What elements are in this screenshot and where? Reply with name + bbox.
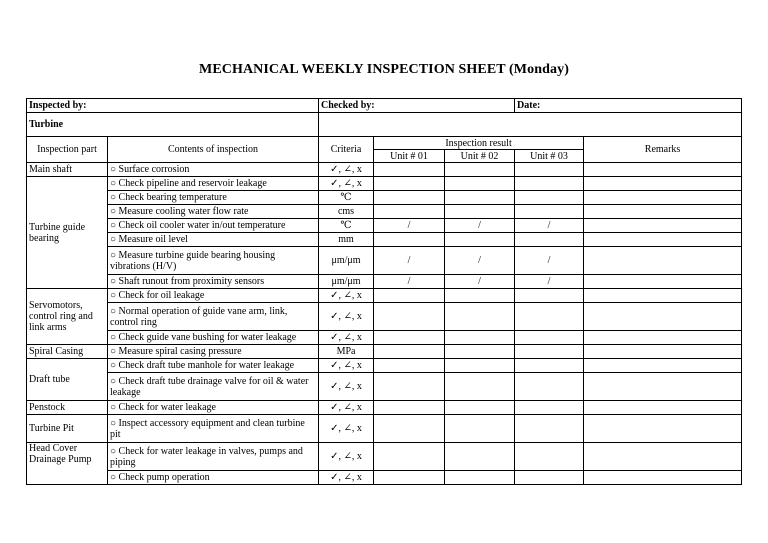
col-header-contents: Contents of inspection xyxy=(108,137,319,163)
remarks-cell[interactable] xyxy=(584,177,742,191)
unit1-cell[interactable] xyxy=(374,163,445,177)
remarks-cell[interactable] xyxy=(584,163,742,177)
unit2-cell[interactable]: / xyxy=(445,247,515,275)
table-row xyxy=(27,219,742,233)
unit2-cell[interactable] xyxy=(445,331,515,345)
content-cell: ○ Shaft runout from proximity sensors xyxy=(108,275,319,289)
unit1-cell[interactable] xyxy=(374,373,445,401)
content-cell: ○ Measure cooling water flow rate xyxy=(108,205,319,219)
criteria-cell: mm xyxy=(319,233,374,247)
table-row xyxy=(27,331,742,345)
col-header-unit3: Unit # 03 xyxy=(515,150,584,163)
content-cell: ○ Check for water leakage xyxy=(108,401,319,415)
unit3-cell[interactable]: / xyxy=(515,219,584,233)
unit2-cell[interactable]: / xyxy=(445,219,515,233)
unit2-cell[interactable] xyxy=(445,345,515,359)
criteria-cell: μm/μm xyxy=(319,247,374,275)
unit1-cell[interactable] xyxy=(374,401,445,415)
unit3-cell[interactable] xyxy=(515,373,584,401)
table-row xyxy=(27,275,742,289)
remarks-cell[interactable] xyxy=(584,205,742,219)
criteria-cell: ✓, ∠, x xyxy=(319,415,374,443)
content-cell: ○ Check draft tube manhole for water leakage xyxy=(108,359,319,373)
unit3-cell[interactable] xyxy=(515,471,584,485)
unit3-cell[interactable] xyxy=(515,303,584,331)
unit1-cell[interactable]: / xyxy=(374,247,445,275)
table-row xyxy=(27,443,742,471)
unit3-cell[interactable]: / xyxy=(515,247,584,275)
unit1-cell[interactable] xyxy=(374,471,445,485)
part-label: Turbine guide bearing xyxy=(27,177,108,289)
part-label: Head Cover Drainage Pump xyxy=(27,443,108,485)
unit1-cell[interactable] xyxy=(374,359,445,373)
unit2-cell[interactable] xyxy=(445,289,515,303)
unit3-cell[interactable] xyxy=(515,205,584,219)
table-row xyxy=(27,247,742,275)
unit3-cell[interactable] xyxy=(515,359,584,373)
criteria-cell: ✓, ∠, x xyxy=(319,373,374,401)
content-cell: ○ Check pump operation xyxy=(108,471,319,485)
date-field[interactable]: Date: xyxy=(515,99,742,113)
unit2-cell[interactable]: / xyxy=(445,275,515,289)
table-row xyxy=(27,289,742,303)
criteria-cell: ✓, ∠, x xyxy=(319,303,374,331)
remarks-cell[interactable] xyxy=(584,345,742,359)
unit1-cell[interactable] xyxy=(374,233,445,247)
sheet-title: MECHANICAL WEEKLY INSPECTION SHEET (Monday) xyxy=(199,62,569,77)
criteria-cell: μm/μm xyxy=(319,275,374,289)
unit3-cell[interactable] xyxy=(515,289,584,303)
unit3-cell[interactable] xyxy=(515,163,584,177)
unit2-cell[interactable] xyxy=(445,359,515,373)
criteria-cell: MPa xyxy=(319,345,374,359)
table-row xyxy=(27,415,742,443)
part-label: Main shaft xyxy=(27,163,108,177)
unit3-cell[interactable] xyxy=(515,331,584,345)
unit1-cell[interactable] xyxy=(374,205,445,219)
remarks-cell[interactable] xyxy=(584,247,742,275)
criteria-cell: ✓, ∠, x xyxy=(319,443,374,471)
criteria-cell: ✓, ∠, x xyxy=(319,471,374,485)
criteria-cell: ✓, ∠, x xyxy=(319,359,374,373)
remarks-cell[interactable] xyxy=(584,359,742,373)
unit3-cell[interactable] xyxy=(515,401,584,415)
part-label: Draft tube xyxy=(27,359,108,401)
checked-by-field[interactable]: Checked by: xyxy=(319,99,515,113)
part-label: Turbine Pit xyxy=(27,415,108,443)
table-row xyxy=(27,303,742,331)
table-row xyxy=(27,373,742,401)
unit1-cell[interactable] xyxy=(374,289,445,303)
table-row xyxy=(27,401,742,415)
inspected-by-field[interactable]: Inspected by: xyxy=(27,99,319,113)
remarks-cell[interactable] xyxy=(584,191,742,205)
remarks-cell[interactable] xyxy=(584,471,742,485)
table-row xyxy=(27,345,742,359)
unit3-cell[interactable] xyxy=(515,443,584,471)
content-cell: ○ Inspect accessory equipment and clean turbine pit xyxy=(108,415,319,443)
part-label: Penstock xyxy=(27,401,108,415)
remarks-cell[interactable] xyxy=(584,275,742,289)
remarks-cell[interactable] xyxy=(584,415,742,443)
remarks-cell[interactable] xyxy=(584,401,742,415)
criteria-cell: ✓, ∠, x xyxy=(319,401,374,415)
content-cell: ○ Normal operation of guide vane arm, link, control ring xyxy=(108,303,319,331)
unit2-cell[interactable] xyxy=(445,191,515,205)
content-cell: ○ Check draft tube drainage valve for oil & water leakage xyxy=(108,373,319,401)
content-cell: ○ Check pipeline and reservoir leakage xyxy=(108,177,319,191)
unit3-cell[interactable] xyxy=(515,191,584,205)
col-header-unit2: Unit # 02 xyxy=(445,150,515,163)
unit1-cell[interactable] xyxy=(374,443,445,471)
unit1-cell[interactable]: / xyxy=(374,275,445,289)
content-cell: ○ Measure turbine guide bearing housing vibrations (H/V) xyxy=(108,247,319,275)
criteria-cell: ℃ xyxy=(319,191,374,205)
unit1-cell[interactable] xyxy=(374,415,445,443)
unit2-cell[interactable] xyxy=(445,373,515,401)
col-header-remarks: Remarks xyxy=(584,137,742,163)
remarks-cell[interactable] xyxy=(584,219,742,233)
content-cell: ○ Check guide vane bushing for water leakage xyxy=(108,331,319,345)
unit1-cell[interactable] xyxy=(374,177,445,191)
remarks-cell[interactable] xyxy=(584,443,742,471)
part-label: Servomotors, control ring and link arms xyxy=(27,289,108,345)
unit1-cell[interactable] xyxy=(374,331,445,345)
content-cell: ○ Check oil cooler water in/out temperature xyxy=(108,219,319,233)
table-row xyxy=(27,163,742,177)
unit2-cell[interactable] xyxy=(445,233,515,247)
unit1-cell[interactable] xyxy=(374,191,445,205)
unit3-cell[interactable] xyxy=(515,177,584,191)
unit2-cell[interactable] xyxy=(445,415,515,443)
criteria-cell: ✓, ∠, x xyxy=(319,289,374,303)
table-row xyxy=(27,205,742,219)
col-header-result: Inspection result xyxy=(374,137,584,150)
remarks-cell[interactable] xyxy=(584,331,742,345)
remarks-cell[interactable] xyxy=(584,303,742,331)
unit3-cell[interactable] xyxy=(515,233,584,247)
criteria-cell: ✓, ∠, x xyxy=(319,331,374,345)
criteria-cell: ✓, ∠, x xyxy=(319,177,374,191)
content-cell: ○ Check for oil leakage xyxy=(108,289,319,303)
col-header-part: Inspection part xyxy=(27,137,108,163)
section-label: Turbine xyxy=(27,113,319,137)
remarks-cell[interactable] xyxy=(584,289,742,303)
table-row xyxy=(27,359,742,373)
content-cell: ○ Surface corrosion xyxy=(108,163,319,177)
criteria-cell: cms xyxy=(319,205,374,219)
unit2-cell[interactable] xyxy=(445,163,515,177)
unit3-cell[interactable]: / xyxy=(515,275,584,289)
inspection-table xyxy=(26,98,742,485)
unit1-cell[interactable] xyxy=(374,303,445,331)
content-cell: ○ Check bearing temperature xyxy=(108,191,319,205)
content-cell: ○ Measure oil level xyxy=(108,233,319,247)
table-row xyxy=(27,191,742,205)
table-row xyxy=(27,233,742,247)
unit2-cell[interactable] xyxy=(445,205,515,219)
col-header-criteria: Criteria xyxy=(319,137,374,163)
unit1-cell[interactable] xyxy=(374,345,445,359)
criteria-cell: ℃ xyxy=(319,219,374,233)
content-cell: ○ Measure spiral casing pressure xyxy=(108,345,319,359)
remarks-cell[interactable] xyxy=(584,373,742,401)
content-cell: ○ Check for water leakage in valves, pumps and piping xyxy=(108,443,319,471)
col-header-unit1: Unit # 01 xyxy=(374,150,445,163)
unit1-cell[interactable]: / xyxy=(374,219,445,233)
unit2-cell[interactable] xyxy=(445,401,515,415)
unit2-cell[interactable] xyxy=(445,303,515,331)
remarks-cell[interactable] xyxy=(584,233,742,247)
section-blank xyxy=(319,113,742,137)
unit2-cell[interactable] xyxy=(445,471,515,485)
unit2-cell[interactable] xyxy=(445,177,515,191)
table-row xyxy=(27,471,742,485)
unit3-cell[interactable] xyxy=(515,415,584,443)
unit3-cell[interactable] xyxy=(515,345,584,359)
criteria-cell: ✓, ∠, x xyxy=(319,163,374,177)
unit2-cell[interactable] xyxy=(445,443,515,471)
table-row xyxy=(27,177,742,191)
part-label: Spiral Casing xyxy=(27,345,108,359)
